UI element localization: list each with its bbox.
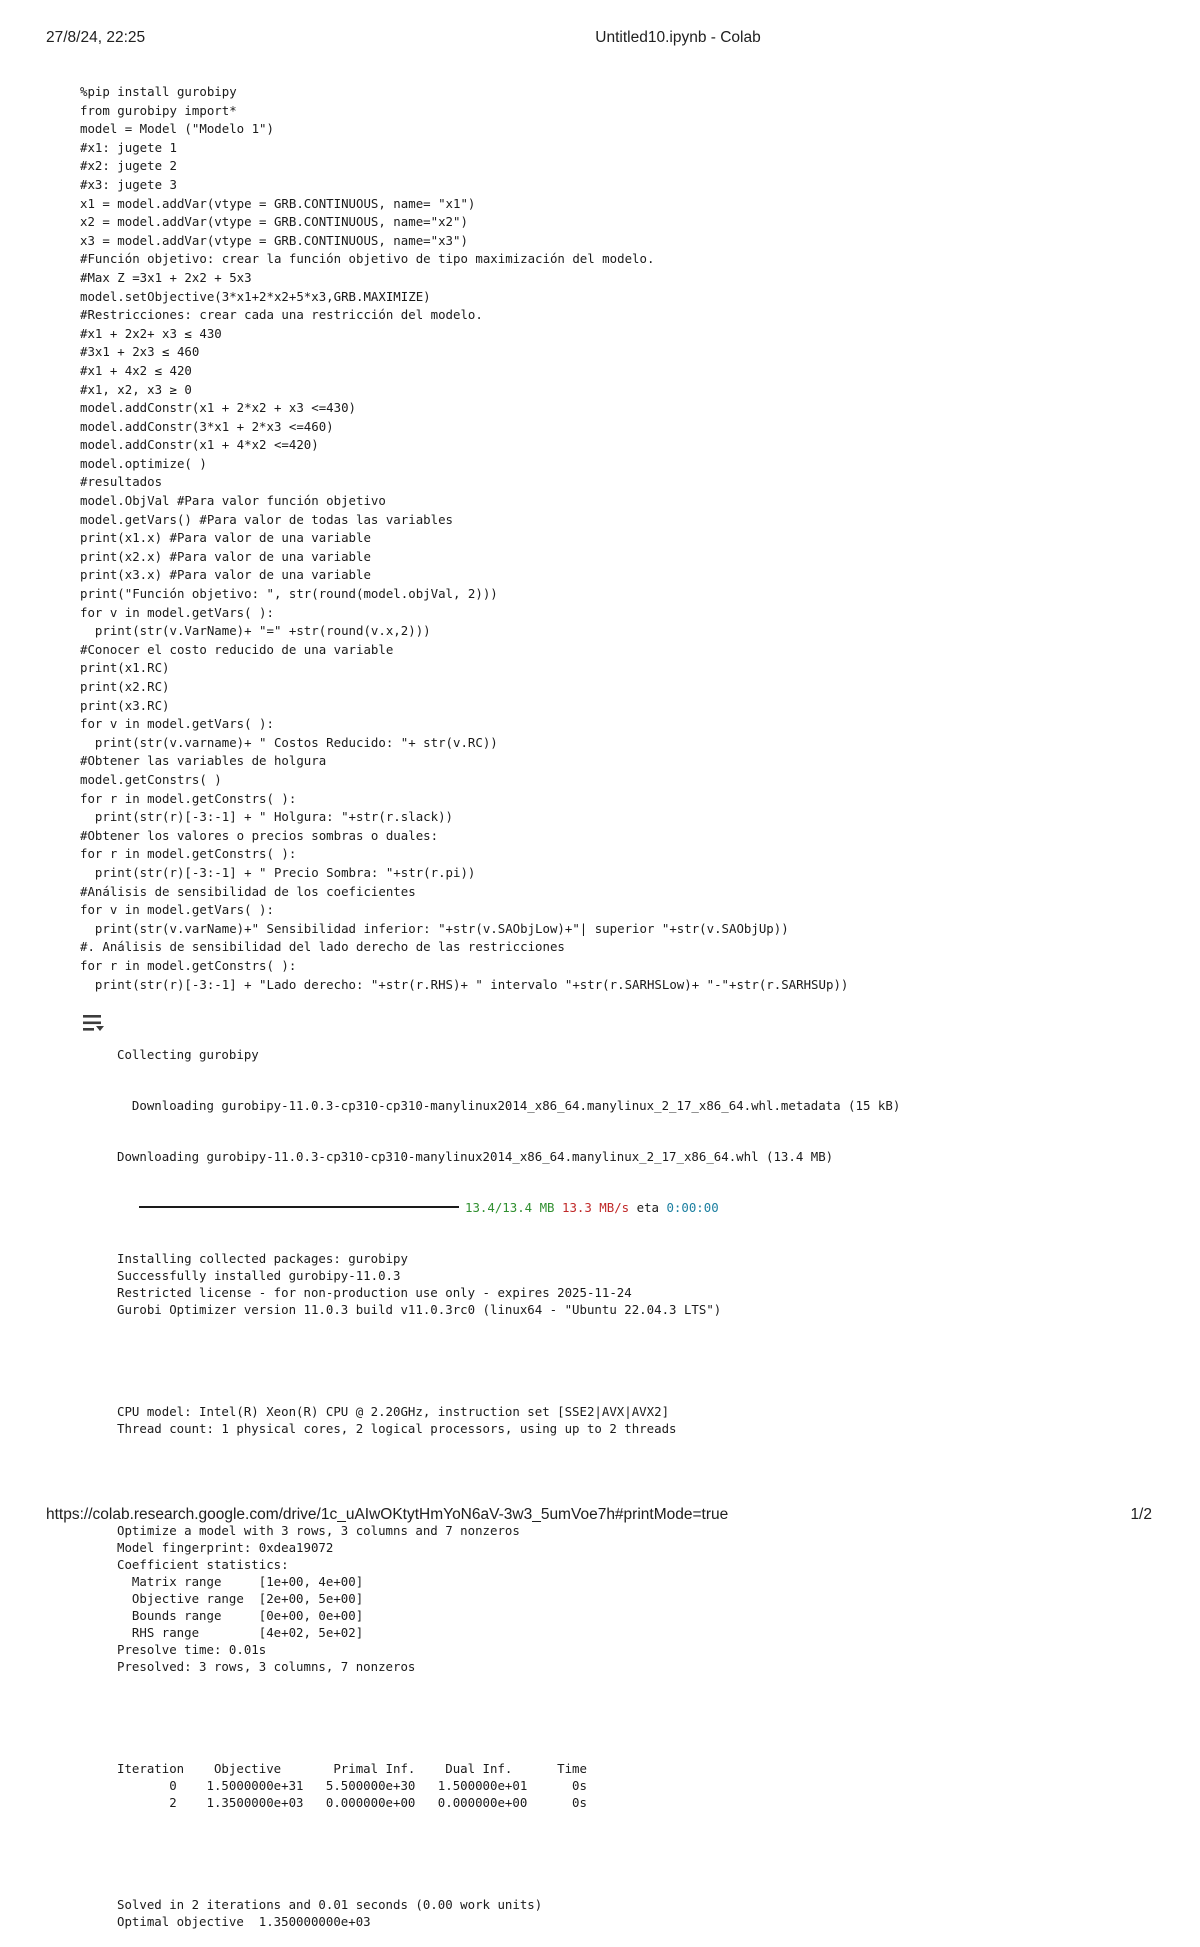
code-line: #resultados <box>80 474 163 490</box>
code-cell[interactable] <box>80 83 1160 994</box>
output-line: Thread count: 1 physical cores, 2 logical processors, using up to 2 threads <box>117 1421 677 1436</box>
code-line: #Obtener los valores o precios sombras o duales: <box>80 827 439 843</box>
iteration-table-row: 2 1.3500000e+03 0.000000e+00 0.000000e+00 0s <box>117 1795 587 1810</box>
code-line: model.ObjVal #Para valor función objetivo <box>80 493 386 509</box>
code-line: model.setObjective(3*x1+2*x2+5*x3,GRB.MAXIMIZE) <box>80 288 431 304</box>
code-line: print(x3.x) #Para valor de una variable <box>80 567 371 583</box>
output-line: RHS range [4e+02, 5e+02] <box>117 1625 364 1640</box>
download-progress-fill <box>139 1206 459 1208</box>
download-speed: 13.3 MB/s <box>562 1200 630 1215</box>
output-line: Optimal objective 1.350000000e+03 <box>117 1914 371 1929</box>
output-line: Solved in 2 iterations and 0.01 seconds (0.00 work units) <box>117 1897 543 1912</box>
output-line: Restricted license - for non-production use only - expires 2025-11-24 <box>117 1285 632 1300</box>
code-line: #Obtener las variables de holgura <box>80 753 327 769</box>
code-line: #3x1 + 2x3 ≤ 460 <box>80 344 200 360</box>
code-line: model.getConstrs( ) <box>80 771 222 787</box>
code-line: for r in model.getConstrs( ): <box>80 957 297 973</box>
output-line: Optimize a model with 3 rows, 3 columns and 7 nonzeros <box>117 1523 520 1538</box>
download-size: 13.4/13.4 MB <box>465 1200 555 1215</box>
code-line: #Función objetivo: crear la función objetivo de tipo maximización del modelo. <box>80 251 655 267</box>
code-line: model.addConstr(3*x1 + 2*x3 <=460) <box>80 418 334 434</box>
code-line: print(str(r)[-3:-1] + " Holgura: "+str(r.slack)) <box>80 809 453 825</box>
code-line: print(x2.x) #Para valor de una variable <box>80 548 371 564</box>
code-line: for v in model.getVars( ): <box>80 716 274 732</box>
download-progress-bar <box>139 1206 459 1208</box>
code-line: model.addConstr(x1 + 2*x2 + x3 <=430) <box>80 400 357 416</box>
code-line: model.getVars() #Para valor de todas las variables <box>80 511 453 527</box>
code-line: x3 = model.addVar(vtype = GRB.CONTINUOUS, name="x3") <box>80 232 468 248</box>
output-line: CPU model: Intel(R) Xeon(R) CPU @ 2.20GHz, instruction set [SSE2|AVX|AVX2] <box>117 1404 670 1419</box>
code-line: from gurobipy import* <box>80 102 237 118</box>
code-line: model.addConstr(x1 + 4*x2 <=420) <box>80 437 319 453</box>
code-line: for r in model.getConstrs( ): <box>80 790 297 806</box>
output-line: Objective range [2e+00, 5e+00] <box>117 1591 364 1606</box>
download-eta: 0:00:00 <box>666 1200 719 1215</box>
code-line: print(x1.RC) <box>80 660 170 676</box>
code-line: model = Model ("Modelo 1") <box>80 121 274 137</box>
code-line: #x1 + 2x2+ x3 ≤ 430 <box>80 325 222 341</box>
print-url: https://colab.research.google.com/drive/1c_uAIwOKtytHmYoN6aV-3w3_5umVoe7h#printMode=true <box>46 1506 729 1523</box>
output-line: Presolved: 3 rows, 3 columns, 7 nonzeros <box>117 1659 416 1674</box>
output-line: Installing collected packages: gurobipy <box>117 1251 408 1266</box>
code-line: #x1, x2, x3 ≥ 0 <box>80 381 192 397</box>
code-line: print(str(v.VarName)+ "=" +str(round(v.x,2))) <box>80 623 431 639</box>
download-progress-line <box>117 1199 1177 1216</box>
code-line: print(x2.RC) <box>80 679 170 694</box>
code-line: print(str(v.varName)+" Sensibilidad inferior: "+str(v.SAObjLow)+"| superior "+str(v.SAObjUp)) <box>80 920 789 936</box>
iteration-table-row: Iteration Objective Primal Inf. Dual Inf. Time <box>117 1761 587 1776</box>
output-line: Gurobi Optimizer version 11.0.3 build v11.0.3rc0 (linux64 - "Ubuntu 22.04.3 LTS") <box>117 1302 722 1317</box>
output-line: Model fingerprint: 0xdea19072 <box>117 1540 334 1555</box>
code-line: for r in model.getConstrs( ): <box>80 846 297 862</box>
code-line: x2 = model.addVar(vtype = GRB.CONTINUOUS, name="x2") <box>80 214 468 230</box>
code-line: for v in model.getVars( ): <box>80 902 274 918</box>
output-line: Bounds range [0e+00, 0e+00] <box>117 1608 364 1623</box>
output-line: Downloading gurobipy-11.0.3-cp310-cp310-manylinux2014_x86_64.manylinux_2_17_x86_64.whl (13.4 MB) <box>117 1149 834 1164</box>
page-title: Untitled10.ipynb - Colab <box>595 29 761 46</box>
code-line: print(str(r)[-3:-1] + " Precio Sombra: "+str(r.pi)) <box>80 864 476 880</box>
code-line: print(x3.RC) <box>80 697 170 713</box>
code-line: #Conocer el costo reducido de una variable <box>80 641 394 657</box>
output-line: Coefficient statistics: <box>117 1557 289 1572</box>
code-line: print(str(v.varname)+ " Costos Reducido: "+ str(v.RC)) <box>80 734 498 750</box>
code-line: print(str(r)[-3:-1] + "Lado derecho: "+str(r.RHS)+ " intervalo "+str(r.SARHSLow)+ "-"+str(r.SARHSUp)) <box>80 976 849 992</box>
code-line: #. Análisis de sensibilidad del lado derecho de las restricciones <box>80 939 565 955</box>
code-line: #Análisis de sensibilidad de los coeficientes <box>80 883 416 899</box>
code-line: #x1 + 4x2 ≤ 420 <box>80 362 192 378</box>
page-number: 1/2 <box>1130 1506 1152 1523</box>
output-line: Successfully installed gurobipy-11.0.3 <box>117 1268 401 1283</box>
output-line: Presolve time: 0.01s <box>117 1642 267 1657</box>
code-line: #Restricciones: crear cada una restricción del modelo. <box>80 307 483 323</box>
code-line: #Max Z =3x1 + 2x2 + 5x3 <box>80 269 252 285</box>
iteration-table-row: 0 1.5000000e+31 5.500000e+30 1.500000e+01 0s <box>117 1778 587 1793</box>
code-line: print(x1.x) #Para valor de una variable <box>80 530 371 546</box>
output-line: Collecting gurobipy <box>117 1047 259 1062</box>
code-line: #x1: jugete 1 <box>80 139 177 155</box>
code-line: #x3: jugete 3 <box>80 176 177 192</box>
code-line: x1 = model.addVar(vtype = GRB.CONTINUOUS, name= "x1") <box>80 195 476 211</box>
code-line: model.optimize( ) <box>80 455 207 471</box>
output-cell <box>117 1012 1177 1947</box>
code-line: %pip install gurobipy <box>80 84 237 99</box>
output-line: Matrix range [1e+00, 4e+00] <box>117 1574 364 1589</box>
code-line: print("Función objetivo: ", str(round(model.objVal, 2))) <box>80 586 498 602</box>
code-line: for v in model.getVars( ): <box>80 604 274 620</box>
print-datetime: 27/8/24, 22:25 <box>46 29 146 46</box>
code-line: #x2: jugete 2 <box>80 158 177 174</box>
output-line: Downloading gurobipy-11.0.3-cp310-cp310-manylinux2014_x86_64.manylinux_2_17_x86_64.whl.metadata (15 kB) <box>117 1098 901 1113</box>
output-toggle-icon[interactable] <box>81 1013 105 1033</box>
eta-label: eta <box>636 1200 659 1215</box>
